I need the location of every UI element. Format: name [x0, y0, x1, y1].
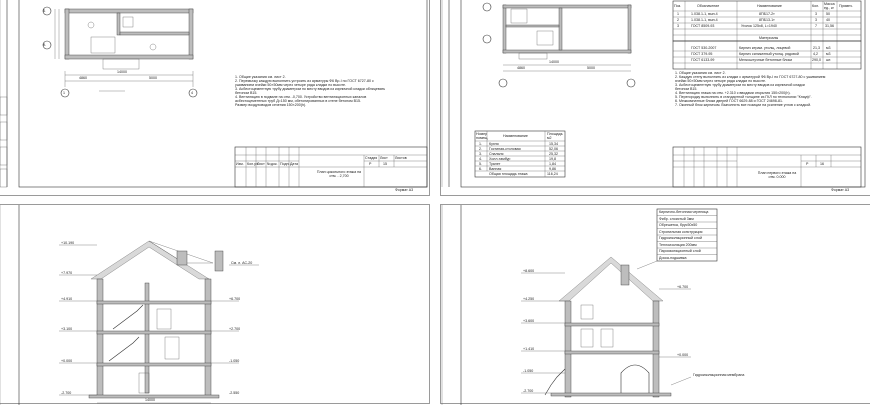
- format-label: Формат А3: [831, 188, 850, 192]
- note-line: асбестоцементных труб Д=150 мм, обетонированных в стене бетоном В15.: [235, 99, 361, 103]
- dimension-label: 4860: [517, 66, 525, 70]
- spec-header: Обозначение: [697, 4, 720, 8]
- dimension-label: 4860: [79, 76, 87, 80]
- note-line: 1. Общие указания см. лист 2.: [675, 71, 726, 75]
- drawing-sheet-first-floor-plan: [440, 0, 870, 196]
- room-cell: 1,84: [549, 162, 556, 166]
- level-mark: +10.190: [61, 241, 75, 245]
- level-mark: -2.550: [229, 391, 240, 395]
- level-mark: +3.600: [523, 319, 535, 323]
- stamp-header: Лист: [257, 162, 265, 166]
- layer-line: Фибр. слоистый 3мм: [659, 216, 694, 221]
- layer-line: Гидроизоляционный слой: [659, 236, 702, 240]
- note-line: 3. Асбестоцементную трубу диаметром по месту вводов из кирпичной кладки: [675, 83, 805, 87]
- room-cell: 52,06: [549, 147, 558, 151]
- spec-header: Кол.: [812, 4, 820, 8]
- sheet-title: План первого этажа на отм. 0.000: [757, 171, 797, 179]
- section-2-drawing: [441, 205, 870, 405]
- note-line: 4. Вентиляцию этажа на отм. +2.310 с вводами открытия 150×200(h).: [675, 91, 791, 95]
- level-mark: +6.700: [229, 297, 241, 301]
- room-cell: 1.: [479, 142, 482, 146]
- room-cell: 15,34: [549, 142, 558, 146]
- spec-cell: 1: [677, 12, 679, 16]
- room-cell: Кухня: [489, 142, 499, 146]
- room-cell: 4.: [479, 157, 482, 161]
- note-line: 2. Перемычку каждую выполнить устроить из арматуры Ф6 Вр-I по ГОСТ 6727-80 с: [235, 79, 374, 83]
- axis-label: Б: [43, 9, 46, 13]
- material-cell: 290,0: [812, 58, 821, 62]
- note-line: бетоном В15.: [675, 87, 698, 91]
- dimension-label: 5000: [149, 76, 157, 80]
- material-cell: ГОСТ 530-2007: [691, 46, 717, 50]
- level-mark: +2.700: [229, 327, 241, 331]
- spec-cell: 2: [677, 18, 679, 22]
- layer-line: Пароизоляционный слой: [659, 249, 701, 253]
- spec-header: Поз.: [674, 4, 682, 8]
- material-cell: 4,2: [813, 52, 818, 56]
- note-line: 5. Перегородку выполнить в стандартной толщине из ГКЛ по технологии "Кнауф".: [675, 95, 812, 99]
- level-mark: -1.050: [523, 369, 534, 373]
- roof-layer-legend: [659, 209, 708, 261]
- note-line: 1. Общие указания см. лист 2.: [235, 75, 286, 79]
- note-line: 2. Каждую стену выполнить из кладки с арматурой Ф6 Вр-I по ГОСТ 6727-80 с ушиванием: [675, 75, 826, 79]
- dimension-label: 14000: [549, 60, 559, 64]
- sheet-title: План цокольного этажа на отм. - 2,700: [316, 170, 362, 178]
- spec-header: Примеч.: [839, 4, 853, 8]
- dimension-label: 14000: [117, 70, 127, 74]
- room-cell: 6.: [479, 167, 482, 171]
- room-header: Площадь м2: [547, 132, 563, 140]
- stage-value: Р: [806, 162, 809, 166]
- room-total: 116,24: [547, 172, 558, 176]
- axis-label: 1: [63, 91, 65, 95]
- material-cell: м3: [826, 52, 831, 56]
- note-line: бетоном В15.: [235, 91, 258, 95]
- note-line: 7. Оконный блок кирпичом. Выполнить все позиции на усиление углов с кладкой.: [675, 103, 812, 107]
- material-cell: Кирпич силикатный утолщ. рядовой: [739, 52, 799, 56]
- stamp-header: Стадия: [365, 156, 378, 160]
- room-cell: Гостиная-столовая: [489, 147, 521, 151]
- room-header: Номер помещ.: [476, 132, 489, 140]
- note-line: ушиванием ячейки 50×50мм через четыре ряда кладки по высоте.: [235, 83, 347, 87]
- material-cell: м3: [826, 46, 831, 50]
- level-mark: +1.410: [523, 347, 535, 351]
- note-line: ячейки 50×50мм через четыре ряда кладки по высоте.: [675, 79, 767, 83]
- drawing-sheet-basement-plan: [0, 0, 430, 196]
- level-mark: +6.700: [677, 285, 689, 289]
- spec-cell: 3: [677, 24, 679, 28]
- drawing-sheet-section: [0, 204, 430, 404]
- spec-cell: 50: [826, 12, 830, 16]
- level-mark: +3.100: [61, 327, 73, 331]
- spec-header: Масса ед., кг: [824, 2, 835, 10]
- dimension-label: 14000: [145, 398, 155, 402]
- room-total-label: Общая площадь этажа: [489, 172, 528, 176]
- note-line: 3. Асбестоцементную трубу диаметром по месту вводов из кирпичной кладки облицевать: [235, 87, 386, 91]
- stamp-header: Дата: [290, 162, 298, 166]
- room-cell: 3.: [479, 152, 482, 156]
- spec-cell: 31,56: [825, 24, 834, 28]
- room-cell: 9,86: [549, 167, 556, 171]
- spec-cell: 8ПБ17-2т: [759, 12, 775, 16]
- room-cell: Ванная: [489, 167, 502, 171]
- room-cell: 25,32: [549, 152, 558, 156]
- spec-cell: Уголок 125х8, L=1940: [741, 24, 777, 28]
- spec-cell: 40: [826, 18, 830, 22]
- general-notes: [235, 75, 385, 107]
- layer-line: Кирпично-бетонная черепица: [659, 210, 709, 214]
- room-cell: 19,8: [549, 157, 556, 161]
- stamp-header: Подп.: [280, 162, 290, 166]
- level-mark: +4.250: [523, 297, 535, 301]
- material-cell: шт.: [826, 58, 832, 62]
- spec-cell: ГОСТ 8509-93: [691, 24, 715, 28]
- note-line: 4. Вентиляцию в подвале на отм. -0,700. Устройство вентиляционных каналов: [235, 95, 367, 99]
- stage-value: Р: [369, 162, 372, 166]
- level-mark: +7.970: [61, 271, 73, 275]
- materials-title: Материалы: [759, 36, 779, 40]
- general-notes: [675, 71, 825, 107]
- spec-cell: 8ПБ13-1т: [759, 18, 775, 22]
- callout-label: Гидроизоляционная мембрана: [693, 373, 745, 377]
- level-mark: +4.910: [61, 297, 73, 301]
- section-drawing: [0, 205, 431, 405]
- room-cell: Холл-тамбур: [489, 157, 511, 161]
- layer-line: Стропильная конструкция: [659, 229, 703, 234]
- spec-cell: 3: [815, 12, 817, 16]
- layer-line: Теплоизоляция 200мм: [659, 242, 697, 247]
- dimension-label: 5000: [587, 66, 595, 70]
- sheet-number: 15: [383, 162, 387, 166]
- material-cell: 21,3: [813, 46, 820, 50]
- spec-cell: 7: [815, 24, 817, 28]
- level-mark: +0.000: [61, 359, 73, 363]
- material-cell: Мелкоштучные бетонные блоки: [739, 58, 793, 62]
- stamp-header: Изм.: [236, 162, 244, 166]
- level-mark: -2.700: [61, 391, 72, 395]
- format-label: Формат А3: [395, 188, 414, 192]
- room-cell: Туалет: [489, 162, 501, 166]
- note-line: Размер воздуховодов сечения 150×200(h).: [235, 103, 307, 107]
- layer-line: Обрешетка, брус50х50: [659, 223, 698, 227]
- room-cell: 5.: [479, 162, 482, 166]
- note-line: 6. Межкомнатные блоки дверей ГОСТ 6629-88 и ГОСТ 24698-81.: [675, 99, 783, 103]
- room-cell: 2.: [479, 147, 482, 151]
- stamp-header: №док.: [267, 162, 278, 166]
- layer-line: Доска-подшивка: [659, 255, 687, 260]
- axis-label: А: [43, 43, 46, 47]
- spec-cell: 1.038.1-1, вып.4: [691, 18, 718, 22]
- room-header: Наименование: [503, 134, 528, 138]
- axis-label: 4: [191, 91, 193, 95]
- spec-cell: 3: [815, 18, 817, 22]
- level-mark: -1.050: [229, 359, 240, 363]
- stamp-header: Листов: [395, 156, 407, 160]
- drawing-sheet-section-2: [440, 204, 870, 404]
- material-cell: Кирпич керам. утолщ. лицевой: [739, 46, 791, 50]
- level-mark: +8.600: [523, 269, 535, 273]
- material-cell: ГОСТ 379-95: [691, 52, 713, 56]
- stamp-header: Лист: [380, 156, 388, 160]
- sheet-number: 16: [820, 162, 824, 166]
- callout-label: См. л. АС-20: [231, 261, 253, 265]
- stamp-header: Кол.уч.: [247, 162, 259, 166]
- room-cell: Спальня: [489, 152, 504, 156]
- level-mark: +0.000: [677, 353, 689, 357]
- spec-cell: 1.038.1-1, вып.4: [691, 12, 718, 16]
- material-cell: ГОСТ 6133-99: [691, 58, 715, 62]
- spec-header: Наименование: [757, 4, 782, 8]
- level-mark: -2.700: [523, 389, 534, 393]
